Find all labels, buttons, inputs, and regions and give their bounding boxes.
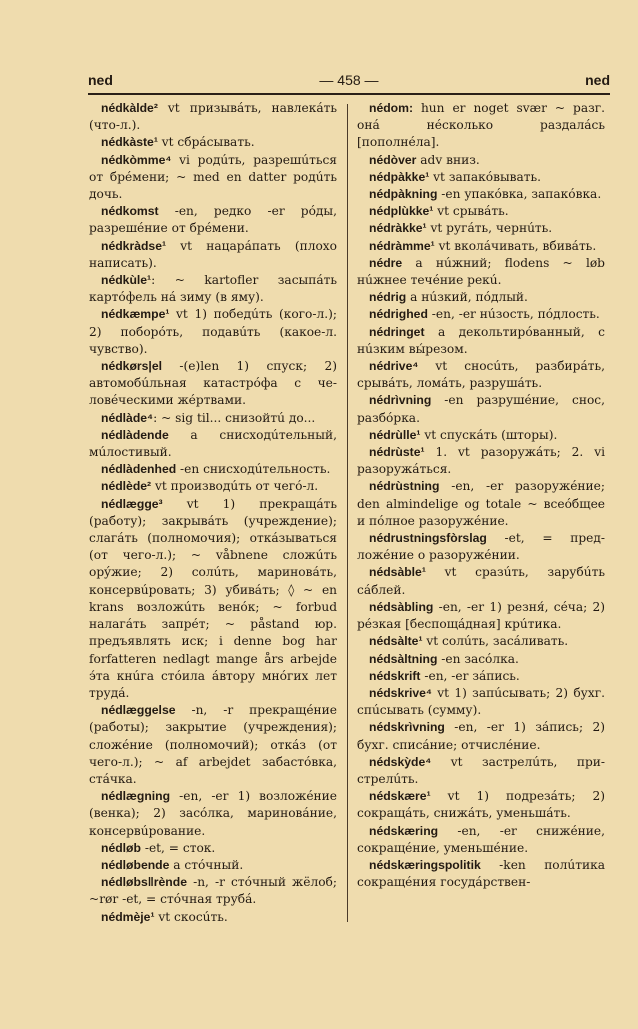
dictionary-entry [357,823,605,857]
dictionary-entry [357,255,605,289]
headword: nédrig [369,290,407,305]
definition: vt производúть от чегó-л. [151,479,319,494]
dictionary-entry [357,564,605,598]
dictionary-entry [89,410,337,427]
dictionary-entry [89,909,337,926]
headword: nédskrive⁴ [369,685,432,700]
dictionary-entry [89,238,337,272]
dictionary-entry [357,427,605,444]
definition: vt застрелúть, пристрелúть. [357,754,605,786]
definition: vt ругáть, чернúть. [426,221,553,236]
definition: hun er noget svær ~ разг. онá нéсколько раздалáсь [пополнéла]. [357,101,605,150]
definition: vt сноcúть, разбирáть, срывáть, ломáть, разрушáть. [357,359,605,391]
definition: vt запакóвывать. [429,169,542,184]
header-left-guideword: ned [88,72,113,88]
definition: a нúзкий, пóдлый. [406,290,528,305]
dictionary-entry [89,134,337,151]
headword: nédrìvning [369,393,432,408]
dictionary-entry [89,272,337,306]
dictionary-entry [357,478,605,530]
headword: nédlæggelse [101,703,176,718]
dictionary-entry [357,100,605,152]
headword: nédløbende [101,857,170,872]
headword: nédsàbling [369,599,434,614]
definition: vt 1) победúть (кого-л.); 2) поборóть, подавúть (какое-л. чувство). [89,307,337,356]
definition: : ~ sig til... снизойтú до... [153,410,316,425]
headword: nédringet [369,324,425,339]
headword: nédràkke¹ [369,221,427,236]
definition: vt нацарáпать (плохо написать). [89,238,337,270]
dictionary-entry [357,530,605,564]
headword: nédlægning [101,789,171,804]
headword: nédskæring [369,823,439,838]
header-rule [88,93,610,95]
definition: a стóчный. [169,857,244,872]
headword: nédkàste¹ [101,135,158,150]
definition: -et, = сток. [140,840,216,855]
definition: -ken полúтика сокращéния госудáрствен- [357,857,605,890]
definition: -en, редко -er рóды, разрешéние от брéмени. [89,204,337,236]
headword: nédom: [369,101,414,115]
definition: -en разрушéние, снос, разбóрка. [357,393,605,425]
headword: nédkørs|el [101,359,162,374]
page-number: — 458 — [319,72,379,88]
headword: nédlàde⁴ [101,410,154,425]
definition: vt призывáть, навлекáть (что-л.). [89,101,337,133]
dictionary-entry [357,324,605,358]
left-column [89,100,337,926]
dictionary-entry [357,719,605,753]
right-column [357,100,605,891]
dictionary-entry [89,840,337,857]
definition: vt 1) прекращáть (работу); закрывáть (учреждение); слагáть (полномочия); откáзываться (от чего-л.); ~ våbnene сложúть орýжие; 2) солúть, маринoвáть, консервúровать; 3) убивáть; ◊ ~ en krans возложúть венóк; ~ forbud налагáть запрéт; ~ påstand юр. предъявлять иск; i denne bog har forfatteren nedlagt mange års arbejde э́та кнúга стóила áвтору мнóгих лет трудá. [89,496,337,700]
headword: nédpàkning [369,187,438,202]
dictionary-entry [357,186,605,203]
dictionary-entry [89,306,337,358]
headword: nédrùlle¹ [369,427,421,442]
headword: nédkæmpe¹ [101,307,170,322]
headword: nédlàdenhed [101,462,177,477]
dictionary-entry [357,306,605,323]
dictionary-entry [357,169,605,186]
definition: -en засóлка. [437,651,519,666]
definition: adv вниз. [416,152,480,167]
definition: vt сбрáсывать. [157,135,255,150]
dictionary-entry [89,496,337,702]
dictionary-entry [89,100,337,134]
headword: nédrighed [369,307,428,322]
dictionary-entry [357,788,605,822]
definition: -en, -er разоружéние; den almindelige og totale ~ всеóбщее и пóлное разоружéние. [357,479,605,528]
headword: nédplùkke¹ [369,204,434,219]
definition: vt 1) подрезáть; 2) сокращáть, снижáть, уменьшáть. [357,789,605,821]
definition: -en, -er 1) зáпись; 2) бухг. спиcáние; отчислéние. [357,720,605,752]
dictionary-entry [357,668,605,685]
definition: : ~ kartofler засыпáть картóфель нá зиму (в яму). [89,273,337,305]
headword: nédpàkke¹ [369,169,430,184]
headword: nédsàble¹ [369,565,426,580]
headword: nédskære¹ [369,789,431,804]
headword: nédre [369,255,403,270]
definition: -en, -er зáпись. [420,668,520,683]
headword: nédskrift [369,668,421,683]
definition: a декольтирóванный, с нúзким вы́резом. [357,324,605,356]
headword: nédrùstning [369,479,440,494]
headword: nédlàdende [101,427,169,442]
dictionary-entry [357,238,605,255]
headword: nédrustningsfòrslag [369,531,487,546]
headword: nédlède² [101,479,152,494]
dictionary-entry [357,444,605,478]
definition: vt вколáчивать, вбивáть. [434,238,597,253]
definition: vt 1) запúсывать; 2) бухг. спúсывать (сумму). [357,685,605,718]
dictionary-entry [89,857,337,874]
definition: -en, -er нúзость, пóдлость. [427,307,600,322]
headword: nédløbs‖rènde [101,875,187,890]
definition: a снисходúтельный, мúлостивый. [89,427,337,460]
definition: -et, = предложéние о разоружéнии. [357,531,605,563]
dictionary-entry [357,358,605,392]
definition: -(e)len 1) спуск; 2) автомобúльная катастрóфа с человéческими жéртвами. [89,359,337,408]
headword: nédràmme¹ [369,238,435,253]
dictionary-entry [357,289,605,306]
definition: -en, -er 1) резня́, сéча; 2) рéзкая [беспощáдная] крúтика. [357,599,605,632]
header-right-guideword: ned [585,72,610,88]
headword: nédskỳde⁴ [369,754,432,769]
headword: nédmèje¹ [101,909,155,924]
column-divider [347,104,348,922]
dictionary-entry [89,358,337,410]
dictionary-entry [357,599,605,633]
dictionary-entry [89,788,337,840]
dictionary-entry [357,857,605,891]
dictionary-entry [89,203,337,237]
definition: -en, -er 1) возложéние (венка); 2) засóлка, мариновáние, консервúрование. [89,789,337,838]
headword: nédløb [101,840,141,855]
headword: nédlægge³ [101,496,163,511]
definition: vt скосúть. [154,909,228,924]
dictionary-entry [357,651,605,668]
dictionary-entry [89,478,337,495]
headword: nédrive⁴ [369,359,419,374]
headword: nédsàltning [369,651,438,666]
dictionary-entry [89,874,337,908]
definition: vi родúть, разрешúться от брéмени; ~ med en datter родúть дочь. [89,152,337,202]
dictionary-entry [357,392,605,426]
dictionary-entry [89,461,337,478]
headword: nédkomst [101,204,159,219]
dictionary-entry [89,152,337,204]
headword: nédskrìvning [369,720,445,735]
dictionary-entry [357,633,605,650]
dictionary-entry [357,220,605,237]
dictionary-entry [357,203,605,220]
definition: -en снисходúтельность. [176,462,331,477]
headword: nédrùste¹ [369,445,425,460]
headword: nédsàlte¹ [369,634,423,649]
headword: nédskæringspolitik [369,857,481,872]
definition: a нúжний; flodens ~ løb нúжнее течéние рекú. [357,255,605,288]
definition: -en, -er снижéние, сокращéние, уменьшéние. [357,823,605,855]
definition: 1. vt разоружáть; 2. vi разоружáться. [357,445,605,477]
headword: nédòver [369,152,417,167]
headword: nédkòmme⁴ [101,152,172,167]
dictionary-entry [89,702,337,788]
definition: vt спускáть (шторы). [420,427,558,442]
definition: -n, -r прекращéние (работы); закрытие (учреждения); сложéние (полномочий); откáз (от чего-л.); ~ af arbejdet забастóвка, стáчка. [89,703,337,786]
headword: nédkràdse¹ [101,238,167,253]
definition: vt сразúть, зарубúть сáблей. [357,565,605,597]
dictionary-entry [357,152,605,169]
definition: vt срывáть. [433,204,509,219]
dictionary-entry [357,754,605,788]
dictionary-entry [89,427,337,461]
definition: vt солúть, засáливать. [422,634,569,649]
headword: nédkàlde² [101,101,158,115]
page-header [88,72,610,92]
definition: -n, -r стóчный жёлоб; ~rør -et, = стóчная трубá. [89,875,337,907]
headword: nédkùle¹ [101,273,152,288]
dictionary-entry [357,685,605,719]
definition: -en упакóвка, запакóвка. [437,187,602,202]
